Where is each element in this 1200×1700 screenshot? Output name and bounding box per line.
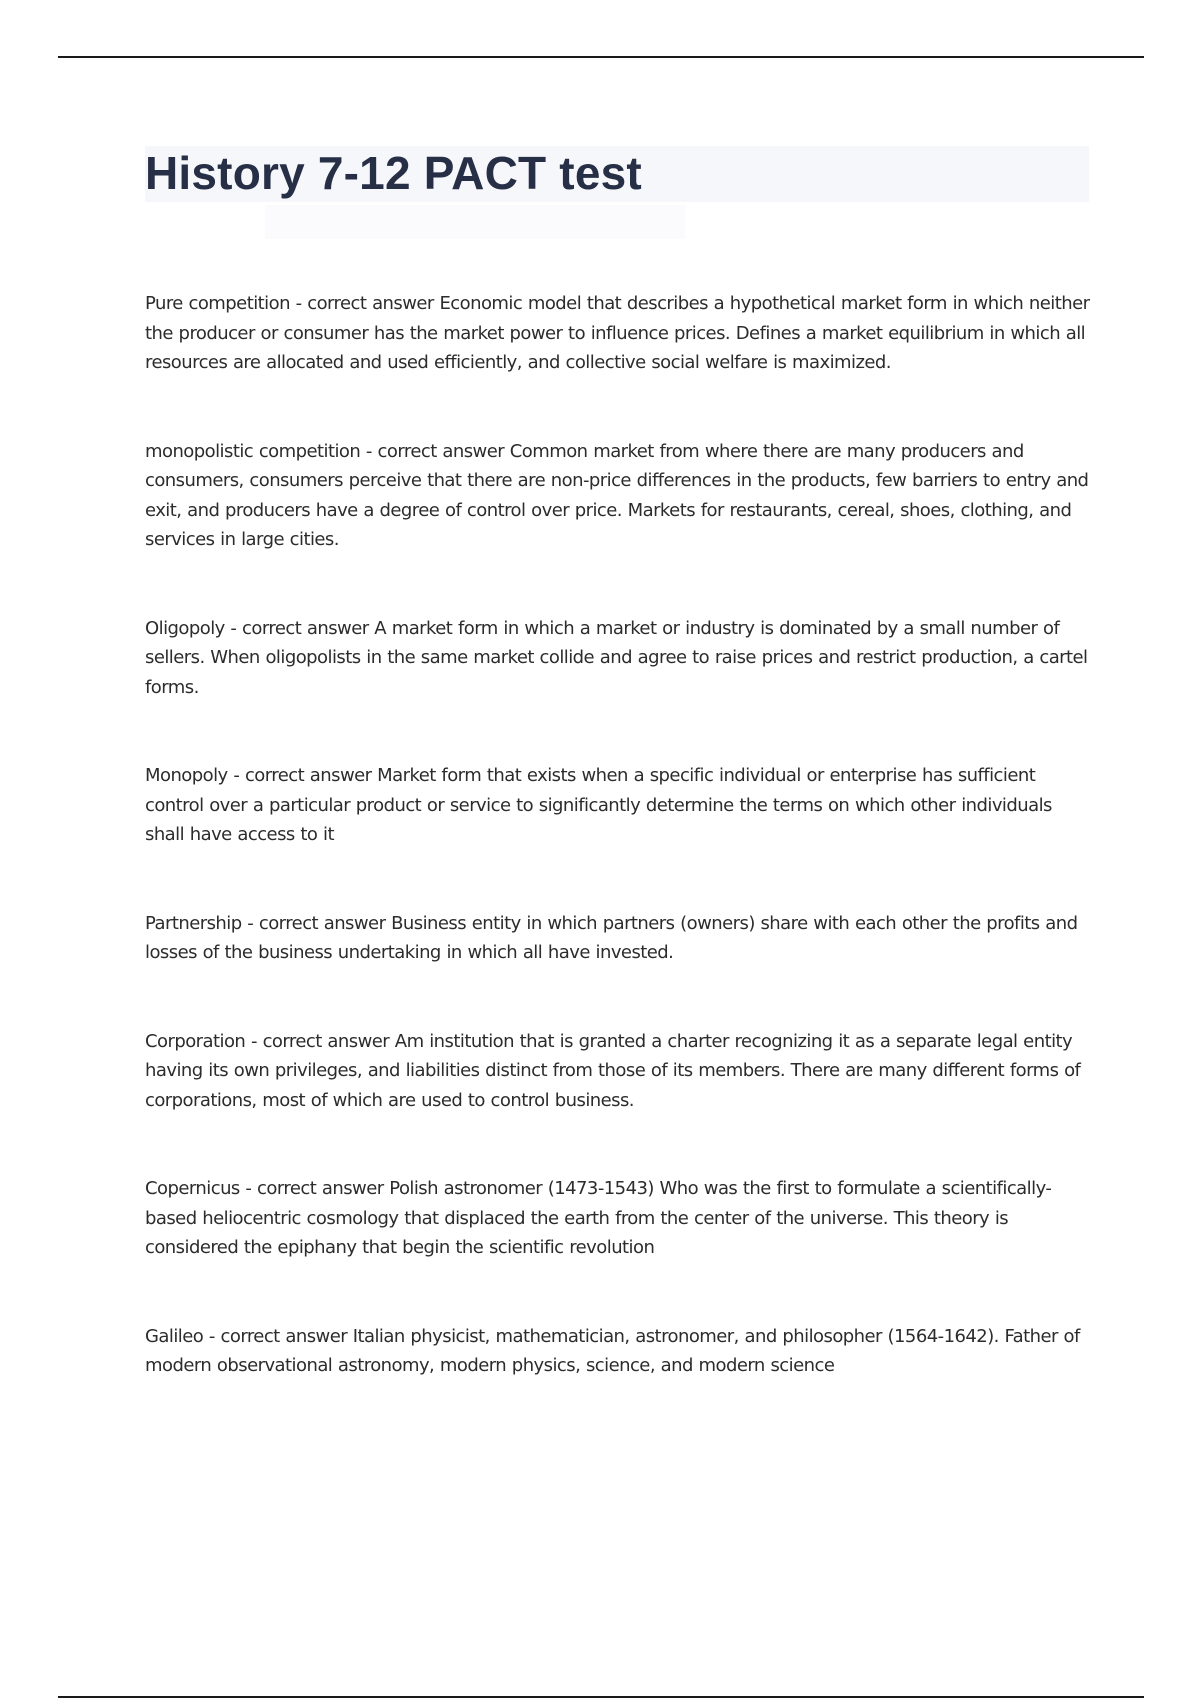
entry-monopolistic-competition: monopolistic competition - correct answer Common market from where there are many producers and consumers, consumers perceive that there are non-price differences in the products, few barriers to entry and exit, and producers have a degree of control over price. Markets for restaurants, cereal, shoes, clothing, and services in large cities.	[145, 440, 1089, 550]
entry-pure-competition: Pure competition - correct answer Economic model that describes a hypothetical market form in which neither the producer or consumer has the market power to influence prices. Defines a market equilibrium in which all resources are allocated and used efficiently, and collective social welfare is maximized.	[145, 293, 1090, 373]
entry-corporation: Corporation - correct answer Am institution that is granted a charter recognizing it as a separate legal entity having its own privileges, and liabilities distinct from those of its members. There are many different forms of corporations, most of which are used to control business.	[145, 1030, 1081, 1111]
entry-monopoly: Monopoly - correct answer Market form that exists when a specific individual or enterprise has sufficient control over a particular product or service to significantly determine the terms on which other individuals shall have access to it	[145, 765, 1052, 845]
entry-list	[145, 289, 1090, 1440]
entry-galileo: Galileo - correct answer Italian physicist, mathematician, astronomer, and philosopher (1564-1642). Father of modern observational astronomy, modern physics, science, and modern science	[145, 1325, 1080, 1376]
entry-copernicus: Copernicus - correct answer Polish astronomer (1473-1543) Who was the first to formulate a scientifically-based heliocentric cosmology that displaced the earth from the center of the universe. This theory is considered the epiphany that begin the scientific revolution	[145, 1178, 1052, 1258]
bottom-rule	[58, 1696, 1144, 1698]
title-highlight-faint	[265, 205, 685, 239]
top-rule	[58, 56, 1144, 58]
document-title: History 7-12 PACT test	[145, 147, 642, 199]
entry-partnership: Partnership - correct answer Business entity in which partners (owners) share with each other the profits and losses of the business undertaking in which all have invested.	[145, 912, 1078, 963]
entry-oligopoly: Oligopoly - correct answer A market form in which a market or industry is dominated by a small number of sellers. When oligopolists in the same market collide and agree to raise prices and restrict production, a cartel forms.	[145, 617, 1088, 698]
